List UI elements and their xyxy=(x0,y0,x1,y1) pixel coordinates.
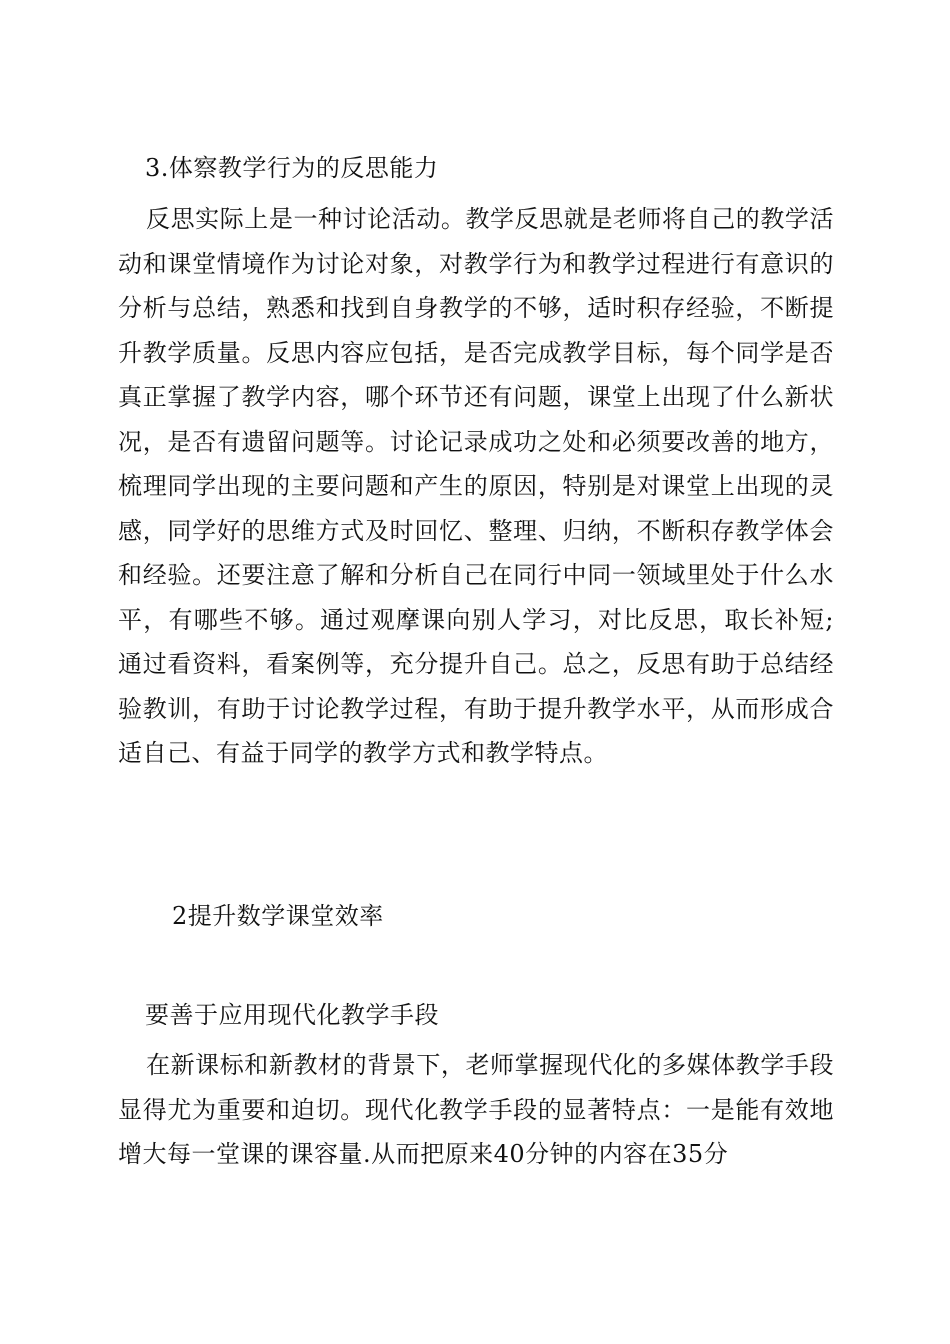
section-heading-modern-teaching: 要善于应用现代化教学手段 xyxy=(145,1001,439,1029)
paragraph-modern-teaching: 在新课标和新教材的背景下，老师掌握现代化的多媒体教学手段显得尤为重要和迫切。现代化教学手段的显著特点：一是能有效地增大每一堂课的课容量.从而把原来40分钟的内容在35分 xyxy=(118,1051,834,1168)
section-heading-reflection: 3.体察教学行为的反思能力 xyxy=(145,154,439,182)
section-heading-efficiency: 2提升数学课堂效率 xyxy=(172,902,384,930)
paragraph-reflection: 反思实际上是一种讨论活动。教学反思就是老师将自己的教学活动和课堂情境作为讨论对象，对教学行为和教学过程进行有意识的分析与总结，熟悉和找到自身教学的不够，适时积存经验，不断提升教学质量。反思内容应包括，是否完成教学目标，每个同学是否真正掌握了教学内容，哪个环节还有问题，课堂上出现了什么新状况，是否有遗留问题等。讨论记录成功之处和必须要改善的地方，梳理同学出现的主要问题和产生的原因，特别是对课堂上出现的灵感，同学好的思维方式及时回忆、整理、归纳，不断积存教学体会和经验。还要注意了解和分析自己在同行中同一领域里处于什么水平，有哪些不够。通过观摩课向别人学习，对比反思，取长补短;通过看资料，看案例等，充分提升自己。总之，反思有助于总结经验教训，有助于讨论教学过程，有助于提升教学水平，从而形成合适自己、有益于同学的教学方式和教学特点。 xyxy=(118,205,834,767)
